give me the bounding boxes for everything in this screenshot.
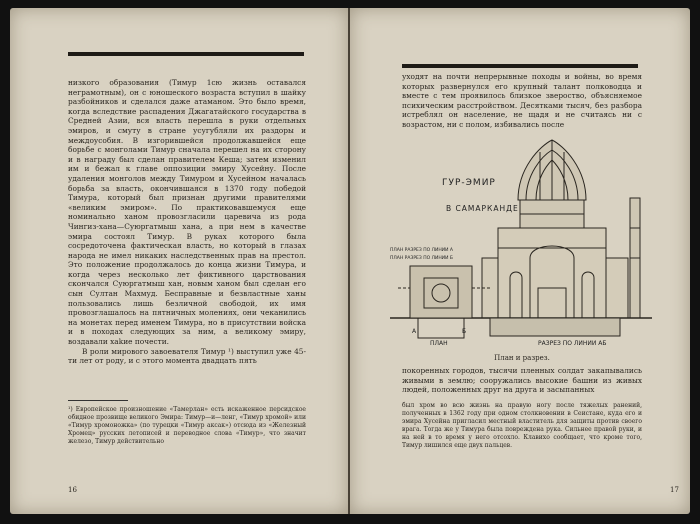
body-paragraph: В роли мирового завоевателя Тимур ¹) выступил уже 45-ти лет от роду, и с этого момента двадцать пять xyxy=(68,346,306,366)
page-number: 16 xyxy=(68,486,77,494)
plan-label: ПЛАН xyxy=(430,340,448,347)
architectural-drawing xyxy=(390,138,652,350)
header-rule xyxy=(402,64,638,68)
gur-emir-illustration xyxy=(390,138,652,350)
body-paragraph: низкого образования (Тимур 1сю жизнь оставался неграмотным), он с юношеского возраста вступил в шайку разбойников и сделался даже атаманом. Это было время, когда вследствие распадения Джагатайского государства в Средней Азии, вся власть перешла в руки отдельных эмиров, и смуту в стране усугубляли их раздоры и междоусобия. В изгорившейся продолжавшейся еще борьбе с монголами Тимур сначала перешел на их сторону и в награду был сделан правителем Кеша; затем изменил им и бежал к главе оппозиции эмиру Хусейну. После удаления монголов между Тимуром и Хусейном началась борьба за власть, окончившаяся в 1370 году победой Тимура, который был признан другими правителями «великим эмиром». По практиковавшемуся еще номинально ханом провозгласили царевича из рода Чингиз-хана—Суюргатмыш хана, а при нем в качестве эмира состоял Тимур. В руках которого была сосредоточена фактическая власть, но который в глазах народа не имел никаких наследственных прав на престол. Это положение продолжалось до конца жизни Тимура, и когда через несколько лет фиктивного царствования скончался Суюргатмыш хан, новым ханом был сделан его сын Султан Махмуд. Бесправные и безвластные ханы пользовались лишь безличной свободой, их имя провозглашалось на пятничных молениях, они чеканились на монетах перед именем Тимура, но в присутствии войска и в походах следующих за ним, а великому эмиру, воздавали хаkие почести. xyxy=(68,78,306,347)
left-page xyxy=(10,8,348,514)
left-body-text xyxy=(68,78,306,366)
figure-subtitle: В САМАРКАНДЕ xyxy=(446,204,519,213)
right-top-text: уходят на почти непрерывные походы и войны, во время которых развернулся его крупный талант полководца и вместе с тем проявилось близкое звероство, объясняемое психическим расстройством. Десятками тысяч, без разбора истреблял он население, не щадя и не считаясь ни с возрастом, ни с полом, избивались после xyxy=(402,72,642,129)
side-label: ПЛАН РАЗРЕЗ ПО ЛИНИИ А xyxy=(390,248,453,253)
right-page xyxy=(350,8,690,514)
side-label: ПЛАН РАЗРЕЗ ПО ЛИНИИ Б xyxy=(390,256,453,261)
footnote-separator xyxy=(68,400,128,401)
plan-letter-a: А xyxy=(412,328,417,335)
section-label: РАЗРЕЗ ПО ЛИНИИ АБ xyxy=(538,340,607,347)
footnote: ¹) Европейское произношение «Тамерлан» есть искаженное персидское обидное прозвище великого Эмира: Тимур—и—ленг, «Тимур хромой» или «Тимур хромоножка» (по турецки «Тимур аксак») отсюда из «Железный Хромец» русских летописей и переводное слова «Тимур», что значит железо, Тимур действительно xyxy=(68,406,306,445)
figure-title: ГУР-ЭМИР xyxy=(442,178,496,188)
right-bottom-text: покоренных городов, тысячи пленных солдат закапывались живыми в землю; сооружались высокие башни из живых людей, положенных друг на друга и засыпанных xyxy=(402,366,642,395)
plan-letter-b: Б xyxy=(462,328,467,335)
figure-caption: План и разрез. xyxy=(494,354,550,362)
page-number: 17 xyxy=(670,486,679,494)
header-rule xyxy=(68,52,304,56)
footnote-continued: был хром во всю жизнь на правую ногу после тяжелых ранений, полученных в 1362 году при одном столкновении в Сеистане, куда его и эмира Хусейна пригласил местный властитель для защиты против своего врага. Тогда же у Тимура была повреждена рука. Сильнее правой руки, и на ней в то время у него отсохло. Клавихо сообщает, что кроме того, Тимур лишился еще двух пальцев. xyxy=(402,402,642,449)
